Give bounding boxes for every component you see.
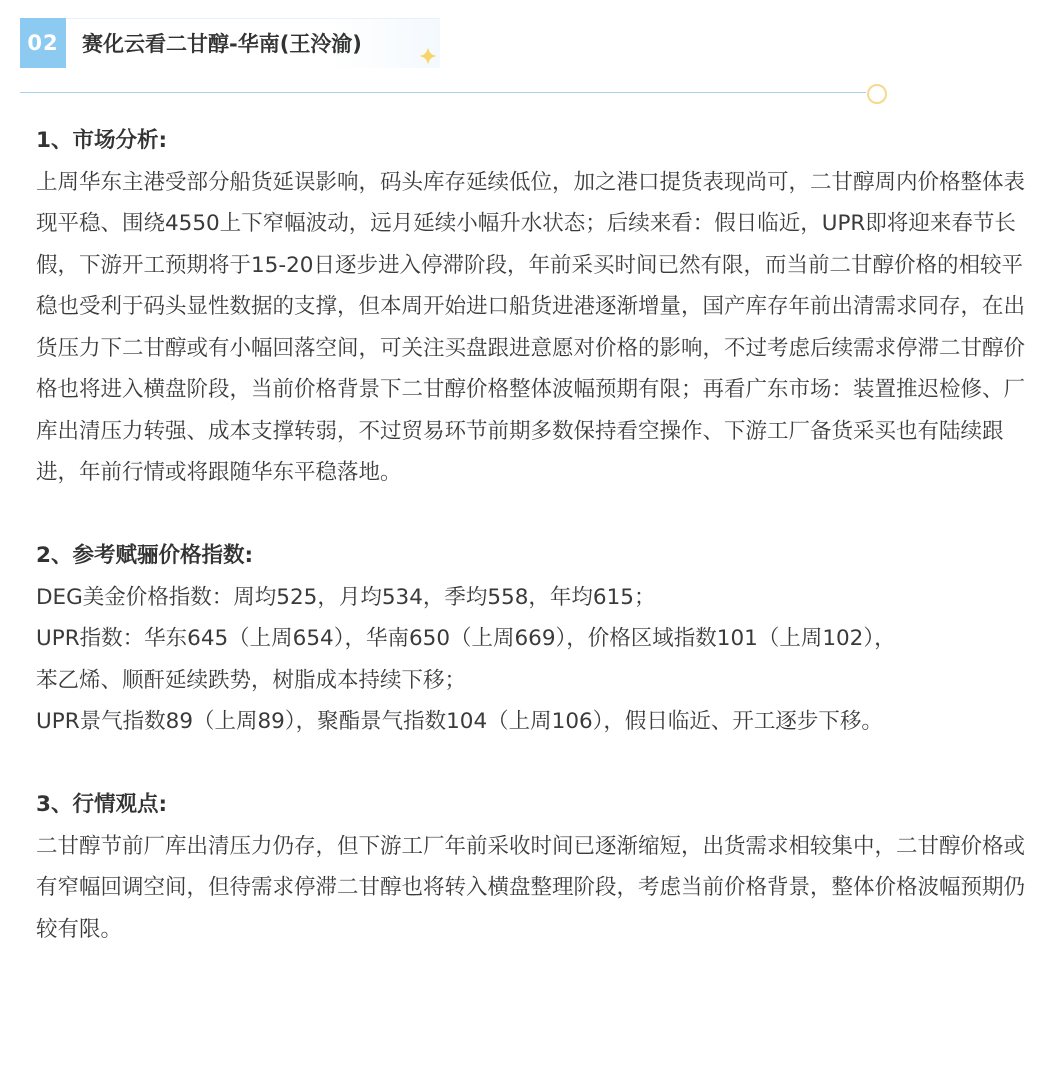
divider-circle-decoration [867, 84, 887, 104]
sparkle-icon [418, 46, 438, 66]
header-divider [20, 92, 866, 93]
styrene-line: 苯乙烯、顺酐延续跌势，树脂成本持续下移； [36, 667, 467, 693]
market-analysis-body: 上周华东主港受部分船货延误影响，码头库存延续低位，加之港口提货表现尚可，二甘醇周内价格整体表现平稳、围绕4550上下窄幅波动，远月延续小幅升水状态；后续来看：假日临近，UPR即将迎来春节长假，下游开工预期将于15-20日逐步进入停滞阶段，年前采买时间已然有限，而当前二甘醇价格的相较平稳也受利于码头显性数据的支撑，但本周开始进口船货进港逐渐增量，国产库存年前出清需求同存，在出货压力下二甘醇或有小幅回落空间，可关注买盘跟进意愿对价格的影响，不过考虑后续需求停滞二甘醇价格也将进入横盘阶段，当前价格背景下二甘醇价格整体波幅预期有限；再看广东市场：装置推迟检修、厂库出清压力转强、成本支撑转弱，不过贸易环节前期多数保持看空操作、下游工厂备货采买也有陆续跟进，年前行情或将跟随华东平稳落地。 [36, 169, 1026, 485]
market-outlook-heading: 3、行情观点: [36, 792, 168, 817]
spacer [36, 743, 1026, 785]
upr-sentiment-line: UPR景气指数89（上周89），聚酯景气指数104（上周106），假日临近、开工逐步下移。 [36, 709, 883, 734]
market-outlook-body: 二甘醇节前厂库出清压力仍存，但下游工厂年前采收时间已逐渐缩短，出货需求相较集中，二甘醇价格或有窄幅回调空间，但待需求停滞二甘醇也将转入横盘整理阶段，考虑当前价格背景，整体价格波幅预期仍较有限。 [36, 833, 1026, 942]
market-analysis-heading: 1、市场分析: [36, 128, 168, 153]
upr-index-line: UPR指数：华东645（上周654），华南650（上周669），价格区域指数101（上周102）， [36, 626, 896, 651]
section-title-box [66, 18, 440, 68]
price-index-heading: 2、参考赋骊价格指数: [36, 543, 254, 568]
spacer [36, 494, 1026, 536]
section-header [20, 18, 440, 68]
section-number-badge: 02 [20, 18, 66, 68]
deg-usd-index-line: DEG美金价格指数：周均525，月均534，季均558，年均615； [36, 584, 656, 610]
section-title: 赛化云看二甘醇-华南(王泠渝) [82, 32, 362, 56]
article-content [36, 120, 1026, 950]
